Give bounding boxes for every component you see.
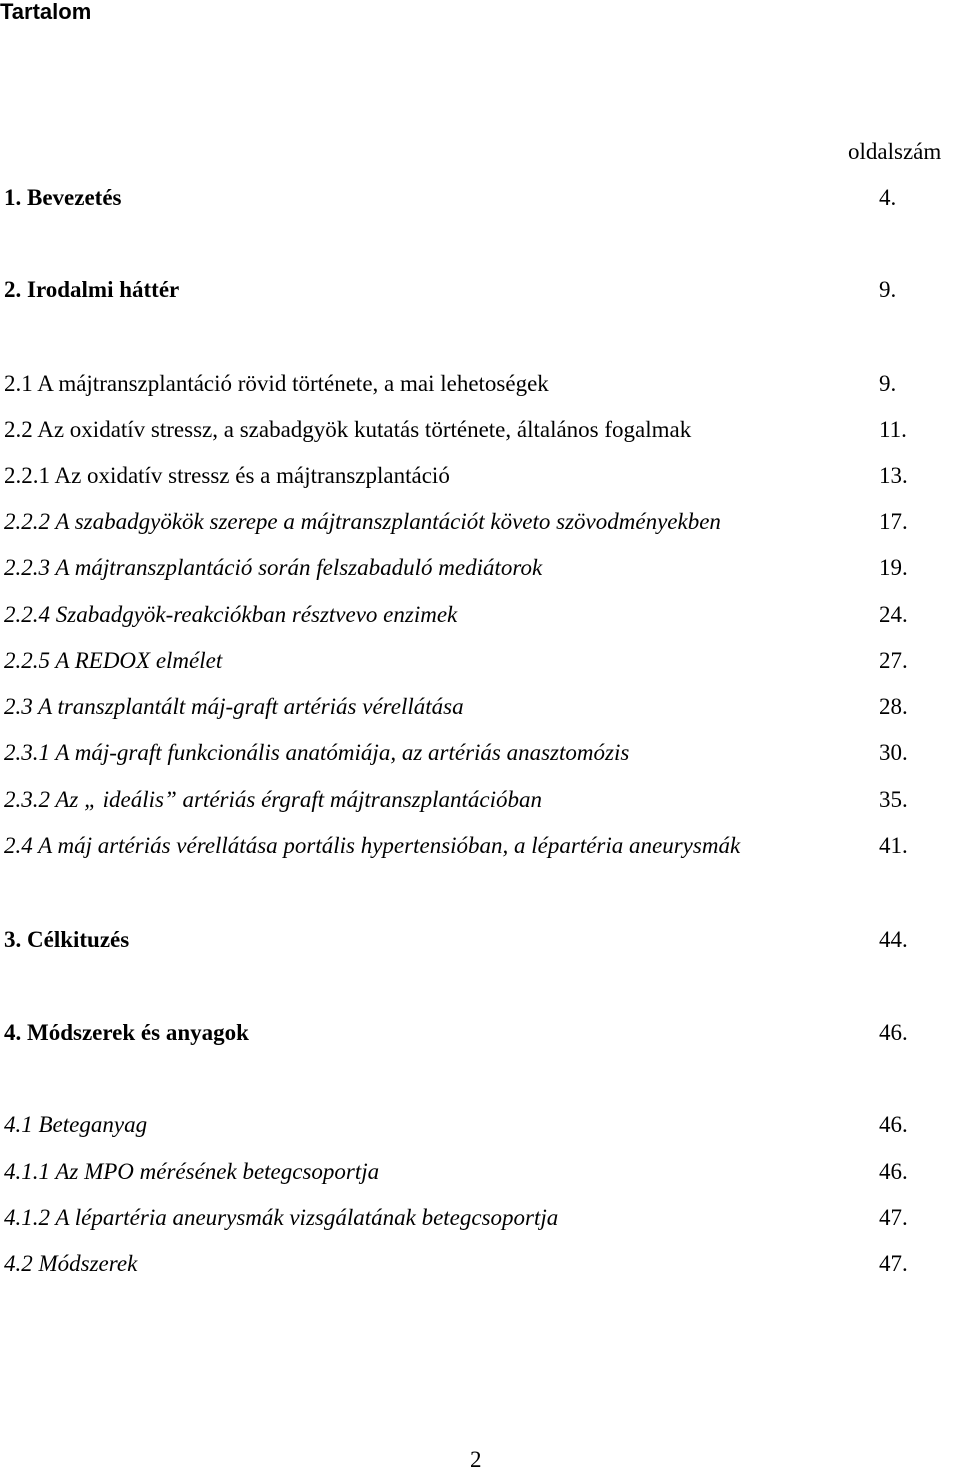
toc-entry <box>0 644 960 678</box>
toc-entry <box>0 1108 960 1142</box>
toc-entry <box>0 1155 960 1189</box>
toc-entry-page: 47. <box>879 1205 908 1230</box>
toc-entry <box>0 1016 960 1050</box>
toc-entry-page: 46. <box>879 1159 908 1184</box>
toc-entry-title: 2.4 A máj artériás vérellátása portális hypertensióban, a lépartéria aneurysmák <box>4 833 741 858</box>
toc-entry <box>0 273 960 307</box>
toc-entry-title: 2.2.3 A májtranszplantáció során felszabaduló mediátorok <box>4 555 543 580</box>
toc-entry-page: 24. <box>879 602 908 627</box>
toc-entry-page: 41. <box>879 833 908 858</box>
toc-entry-title: 2.3.2 Az „ ideális” artériás érgraft májtranszplantációban <box>4 787 542 812</box>
toc-entry <box>0 598 960 632</box>
toc-entry-title: 2.3 A transzplantált máj-graft artériás vérellátása <box>4 694 464 719</box>
toc-entry <box>0 459 960 493</box>
toc-entry-page: 44. <box>879 927 908 952</box>
toc-entry <box>0 1247 960 1281</box>
toc-entry-page: 4. <box>879 185 897 210</box>
toc-entry <box>0 783 960 817</box>
toc-entry-title: 4.1 Beteganyag <box>4 1112 148 1137</box>
toc-entry-title: 2.2.1 Az oxidatív stressz és a májtranszplantáció <box>4 463 450 488</box>
toc-entry-title: 2.2.4 Szabadgyök-reakciókban résztvevo enzimek <box>4 602 458 627</box>
toc-entry <box>0 1201 960 1235</box>
toc-entry-page: 9. <box>879 277 897 302</box>
toc-entry-page: 47. <box>879 1251 908 1276</box>
toc-entry <box>0 413 960 447</box>
toc-entry-title: 4.1.1 Az MPO mérésének betegcsoportja <box>4 1159 380 1184</box>
toc-entry-page: 11. <box>879 417 907 442</box>
page-title: Tartalom <box>0 0 92 24</box>
toc-entry-page: 35. <box>879 787 908 812</box>
toc-entry-page: 19. <box>879 555 908 580</box>
toc-entry-title: 4.2 Módszerek <box>4 1251 138 1276</box>
toc-entry <box>0 736 960 770</box>
toc-entry-title: 4. Módszerek és anyagok <box>4 1020 249 1045</box>
toc-entry-page: 28. <box>879 694 908 719</box>
toc-entry-title: 2.2.5 A REDOX elmélet <box>4 648 223 673</box>
toc-entry-title: 2.2.2 A szabadgyökök szerepe a májtranszplantációt követo szövodményekben <box>4 509 721 534</box>
page-column-label: oldalszám <box>848 139 942 164</box>
toc-entry-page: 27. <box>879 648 908 673</box>
toc-entry-page: 46. <box>879 1112 908 1137</box>
toc-entry <box>0 690 960 724</box>
toc-entry-page: 46. <box>879 1020 908 1045</box>
page-number: 2 <box>470 1447 482 1472</box>
toc-entry-title: 2.1 A májtranszplantáció rövid története, a mai lehetoségek <box>4 371 549 396</box>
toc-entry-title: 1. Bevezetés <box>4 185 122 210</box>
toc-entry <box>0 181 960 215</box>
toc-entry <box>0 923 960 957</box>
toc-entry <box>0 367 960 401</box>
toc-entry <box>0 829 960 863</box>
toc-entry-page: 13. <box>879 463 908 488</box>
toc-entry-page: 30. <box>879 740 908 765</box>
toc-entry-title: 4.1.2 A lépartéria aneurysmák vizsgálatának betegcsoportja <box>4 1205 559 1230</box>
toc-entry-title: 2. Irodalmi háttér <box>4 277 180 302</box>
toc-entry-title: 3. Célkituzés <box>4 927 130 952</box>
toc-entry <box>0 551 960 585</box>
toc-entry-page: 17. <box>879 509 908 534</box>
toc-entry-page: 9. <box>879 371 897 396</box>
toc-entry <box>0 505 960 539</box>
toc-entry-title: 2.2 Az oxidatív stressz, a szabadgyök kutatás története, általános fogalmak <box>4 417 692 442</box>
toc-entry-title: 2.3.1 A máj-graft funkcionális anatómiája, az artériás anasztomózis <box>4 740 630 765</box>
